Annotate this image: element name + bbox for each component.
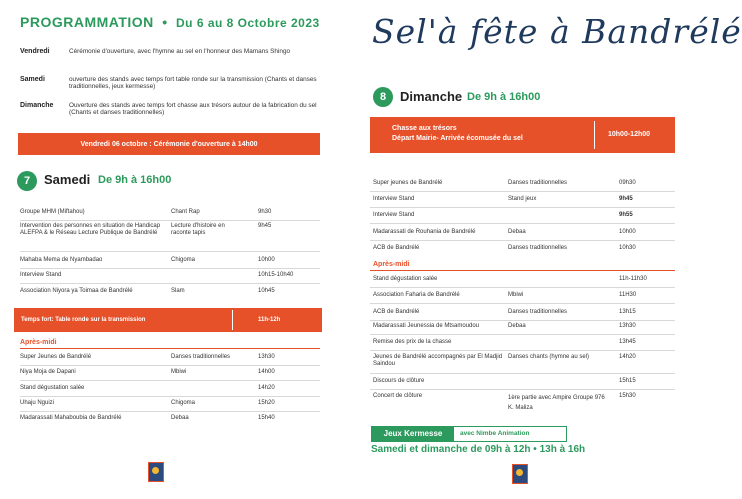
samedi-day-badge: 7 xyxy=(17,171,37,191)
time: 15h40 xyxy=(258,415,275,421)
performer: ACB de Bandrélé xyxy=(373,245,420,251)
row-divider xyxy=(370,303,675,304)
table-row xyxy=(373,354,673,370)
table-row xyxy=(373,245,673,253)
table-row xyxy=(20,257,320,265)
temps-fort-text: Temps fort: Table ronde sur la transmission xyxy=(21,317,146,323)
activity: Debaa xyxy=(171,415,189,421)
time: 10h30 xyxy=(619,245,636,251)
time: 15h30 xyxy=(619,393,636,399)
header-separator: • xyxy=(162,14,168,30)
time: 15h20 xyxy=(258,400,275,406)
row-divider xyxy=(370,287,675,288)
table-row xyxy=(373,378,673,386)
time: 09h30 xyxy=(619,180,636,186)
table-row xyxy=(20,288,320,296)
table-row xyxy=(373,180,673,188)
performer: Super Jeunes de Bandrélé xyxy=(20,354,92,360)
performer: Concert de clôture xyxy=(373,393,423,399)
table-row xyxy=(20,354,320,362)
samedi-apres-midi-label: Après-midi xyxy=(20,339,57,346)
row-divider xyxy=(20,396,320,397)
performer: Niya Moja de Dapani xyxy=(20,369,76,375)
time: 13h45 xyxy=(619,339,636,345)
script-title: Sel'à fête à Bandrélé xyxy=(372,12,742,51)
performer: Association Niyora ya Toimaa de Bandrélé xyxy=(20,288,133,294)
band-divider xyxy=(594,121,595,149)
table-row xyxy=(373,309,673,317)
time: 10h45 xyxy=(258,288,275,294)
performer: Groupe MHM (Miftahou) xyxy=(20,209,85,215)
samedi-hours: De 9h à 16h00 xyxy=(98,174,172,186)
row-divider xyxy=(370,350,675,351)
time: 9h30 xyxy=(258,209,272,215)
time: 13h30 xyxy=(619,323,636,329)
dimanche-day-badge: 8 xyxy=(373,87,393,107)
activity: Debaa xyxy=(508,229,526,235)
row-divider xyxy=(370,207,675,208)
performer: Madarassati de Rouhania de Bandrélé xyxy=(373,229,476,235)
performer: Intervention des personnes en situation de Handicap ALEFPA & le Réseau Lecture Publique de Bandrélé xyxy=(20,223,161,236)
performer: Jeunes de Bandrélé accompagnés par El Madjid Saindou xyxy=(373,354,503,367)
activity: Debaa xyxy=(508,323,526,329)
activity: Lecture d'histoire en raconte tapis xyxy=(171,223,225,236)
row-divider xyxy=(370,270,675,271)
activity: Slam xyxy=(171,288,185,294)
activity: Chigoma xyxy=(171,257,196,263)
table-row xyxy=(373,229,673,237)
table-row xyxy=(373,292,673,300)
programme-title xyxy=(20,14,320,30)
row-divider xyxy=(370,223,675,224)
row-divider xyxy=(20,348,320,349)
time: 10h00 xyxy=(258,257,275,263)
programme-heading: PROGRAMMATION xyxy=(20,14,154,30)
performer: Super jeunes de Bandrélé xyxy=(373,180,443,186)
performer: ACB de Bandrélé xyxy=(373,309,420,315)
activity: Chigoma xyxy=(171,400,196,406)
temps-fort-time: 11h-12h xyxy=(258,317,281,323)
table-row xyxy=(20,272,320,280)
row-divider xyxy=(370,389,675,390)
performer: Remise des prix de la chasse xyxy=(373,339,452,345)
left-page-logo xyxy=(148,462,164,482)
activity: Danses traditionnelles xyxy=(508,309,568,315)
samedi-temps-fort-banner xyxy=(14,308,322,332)
row-divider xyxy=(20,283,320,284)
kermesse-box xyxy=(371,426,567,442)
dimanche-apres-midi-label: Après-midi xyxy=(373,261,410,268)
programme-dates: Du 6 au 8 Octobre 2023 xyxy=(175,16,320,30)
performer: Stand dégustation salée xyxy=(373,276,438,282)
table-row xyxy=(373,196,673,204)
row-divider xyxy=(20,220,320,221)
row-divider xyxy=(20,251,320,252)
performer: Stand dégustation salée xyxy=(20,385,85,391)
summary-desc-vendredi: Cérémonie d'ouverture, avec l'hymne au sel en l'honneur des Mamans Shingo xyxy=(69,48,291,55)
performer: Interview Stand xyxy=(373,196,415,202)
table-row xyxy=(20,369,320,377)
performer: Mahaba Mema de Nyambadao xyxy=(20,257,103,263)
performer: Interview Stand xyxy=(373,212,415,218)
dimanche-title: Dimanche xyxy=(400,89,463,104)
activity: Mbiwi xyxy=(171,369,187,375)
performer: Madarassati Jeunessia de Mtsamoudou xyxy=(373,323,480,329)
summary-day-samedi: Samedi xyxy=(20,76,45,83)
table-row xyxy=(20,385,320,393)
performer: Madarassati Mahaboubia de Bandrélé xyxy=(20,415,122,421)
activity: Chant Rap xyxy=(171,209,200,215)
kermesse-label: Jeux Kermesse xyxy=(372,427,454,441)
time: 9h45 xyxy=(619,196,633,202)
summary-desc-samedi: ouverture des stands avec temps fort table ronde sur la transmission (Chants et danses traditionnelles, jeux kermesse) xyxy=(69,76,317,90)
dimanche-hours: De 9h à 16h00 xyxy=(467,91,541,103)
activity: 1ère partie avec Ampire Groupe 976 K. Maliza xyxy=(508,395,605,411)
performer: Discours de clôture xyxy=(373,378,425,384)
chasse-tresors-banner xyxy=(370,117,675,153)
row-divider xyxy=(20,411,320,412)
time: 14h20 xyxy=(258,385,275,391)
chasse-line1: Chasse aux trésors xyxy=(392,125,457,132)
activity: Danses traditionnelles xyxy=(171,354,231,360)
time: 10h00 xyxy=(619,229,636,235)
chasse-line2: Départ Mairie- Arrivée écomusée du sel xyxy=(392,135,523,142)
summary-desc-dimanche: Ouverture des stands avec temps fort chasse aux trésors autour de la fabrication du sel (Chants et danses traditionnelles) xyxy=(69,102,317,116)
row-divider xyxy=(370,334,675,335)
table-row xyxy=(373,212,673,220)
chasse-time: 10h00-12h00 xyxy=(608,131,651,138)
kermesse-with: avec Nimbe Animation xyxy=(460,430,530,437)
time: 9h55 xyxy=(619,212,633,218)
row-divider xyxy=(20,268,320,269)
time: 10h15-10h40 xyxy=(258,272,294,278)
summary-day-dimanche: Dimanche xyxy=(20,102,54,109)
time: 13h30 xyxy=(258,354,275,360)
band-divider xyxy=(232,310,233,330)
performer: Uhaju Nguizi xyxy=(20,400,55,406)
time: 14h20 xyxy=(619,354,636,360)
row-divider xyxy=(370,373,675,374)
activity: Stand jeux xyxy=(508,196,537,202)
activity: Mbiwi xyxy=(508,292,524,298)
table-row xyxy=(373,323,673,331)
row-divider xyxy=(370,191,675,192)
summary-day-vendredi: Vendredi xyxy=(20,48,50,55)
performer: Interview Stand xyxy=(20,272,62,278)
samedi-title: Samedi xyxy=(44,172,91,187)
weekend-hours: Samedi et dimanche de 09h à 12h • 13h à 16h xyxy=(371,444,586,455)
performer: Association Faharia de Bandrélé xyxy=(373,292,460,298)
table-row xyxy=(20,400,320,408)
row-divider xyxy=(20,380,320,381)
table-row xyxy=(20,223,320,247)
row-divider xyxy=(20,365,320,366)
activity: Danses chants (hymne au sel) xyxy=(508,354,590,360)
table-row xyxy=(373,276,673,284)
vendredi-banner xyxy=(18,133,320,155)
time: 11h-11h30 xyxy=(619,276,647,282)
activity: Danses traditionnelles xyxy=(508,180,568,186)
vendredi-banner-text: Vendredi 06 octobre : Cérémonie d'ouverture à 14h00 xyxy=(80,140,258,148)
table-row xyxy=(20,415,320,423)
time: 11H30 xyxy=(619,292,637,298)
table-row xyxy=(20,209,320,217)
time: 15h15 xyxy=(619,378,636,384)
time: 14h00 xyxy=(258,369,275,375)
row-divider xyxy=(370,320,675,321)
activity: Danses traditionnelles xyxy=(508,245,568,251)
table-row xyxy=(373,339,673,347)
table-row xyxy=(373,393,673,411)
row-divider xyxy=(370,240,675,241)
time: 13h15 xyxy=(619,309,636,315)
time: 9h45 xyxy=(258,223,272,229)
right-page-logo xyxy=(512,464,528,484)
